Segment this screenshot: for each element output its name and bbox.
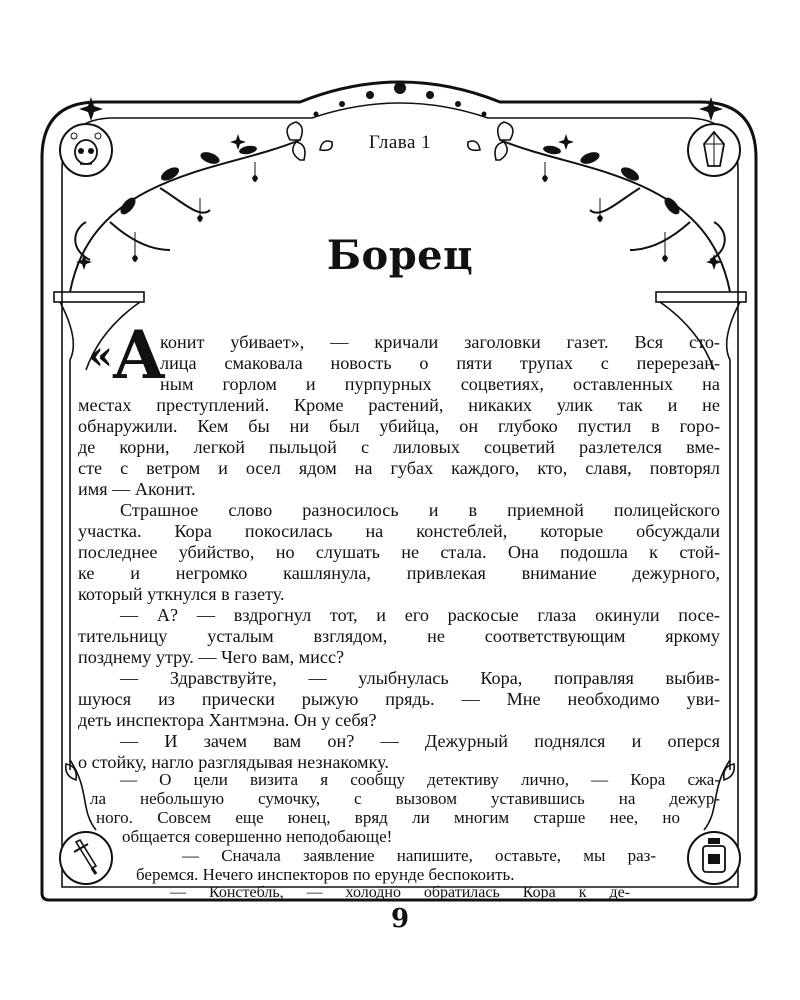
paragraph-line: — О цели визита я сообщу детективу лично, — Кора сжа- <box>120 770 720 789</box>
poison-bottle-icon <box>688 832 740 884</box>
dagger-icon <box>60 832 112 884</box>
drop-cap-letter: А <box>112 316 166 394</box>
paragraph-line: последнее убийство, но слушать не стала. Она подошла к стой- <box>78 542 720 562</box>
page-number: 9 <box>390 904 410 934</box>
paragraph-line: шуюся из прически рыжую прядь. — Мне необходимо уви- <box>78 689 720 709</box>
paragraph-line: ным горлом и пурпурных соцветиях, оставленных на <box>160 374 720 394</box>
paragraph-line: — Констебль, — холодно обратилась Кора к де- <box>170 884 630 901</box>
paragraph-line: лица смаковала новость о пяти трупах с перерезан- <box>160 353 720 373</box>
paragraph-line: сте с ветром и осел ядом на губах каждого, кто, славя, повторял <box>78 458 720 478</box>
drop-cap-quote: « <box>88 332 113 379</box>
chapter-label: Глава 1 <box>368 132 432 153</box>
paragraph-line: — Здравствуйте, — улыбнулась Кора, поправляя выбив- <box>120 668 720 688</box>
paragraph-line: общается совершенно неподобающе! <box>122 827 393 846</box>
paragraph-line: — И зачем вам он? — Дежурный поднялся и оперся <box>120 731 720 751</box>
paragraph-line: ке и негромко кашлянула, привлекая внимание дежурного, <box>78 563 720 583</box>
paragraph-line: деть инспектора Хантмэна. Он у себя? <box>78 710 377 730</box>
paragraph-line: беремся. Нечего инспекторов по ерунде беспокоить. <box>136 865 515 884</box>
paragraph-line: о стойку, нагло разглядывая незнакомку. <box>78 752 389 772</box>
paragraph-line: тительницу усталым взглядом, не соответствующим яркому <box>78 626 720 646</box>
paragraph-line: который уткнулся в газету. <box>78 584 285 604</box>
paragraph-line: участка. Кора покосилась на констеблей, которые обсуждали <box>78 521 720 541</box>
paragraph-line: позднему утру. — Чего вам, мисс? <box>78 647 345 667</box>
paragraph-line: конит убивает», — кричали заголовки газет. Вся сто- <box>160 332 720 352</box>
paragraph-line: — А? — вздрогнул тот, и его раскосые глаза окинули посе- <box>120 605 720 625</box>
paragraph-line: местах преступлений. Кроме растений, никаких улик так и не <box>78 395 720 415</box>
chapter-title: Борец <box>326 232 474 279</box>
paragraph-line: де корни, легкой пыльцой с лиловых соцветий разлетелся вме- <box>78 437 720 457</box>
paragraph-line: — Сначала заявление напишите, оставьте, мы раз- <box>182 846 656 865</box>
paragraph-line: Страшное слово разносилось и в приемной полицейского <box>120 500 720 520</box>
paragraph-line: ла небольшую сумочку, с вызовом уставившись на дежур- <box>90 789 720 808</box>
paragraph-line: ного. Совсем еще юнец, вряд ли многим старше нее, но <box>96 808 680 827</box>
paragraph-line: имя — Аконит. <box>78 479 196 499</box>
paragraph-line: обнаружили. Кем бы ни был убийца, он глубоко пустил в горо- <box>78 416 720 436</box>
